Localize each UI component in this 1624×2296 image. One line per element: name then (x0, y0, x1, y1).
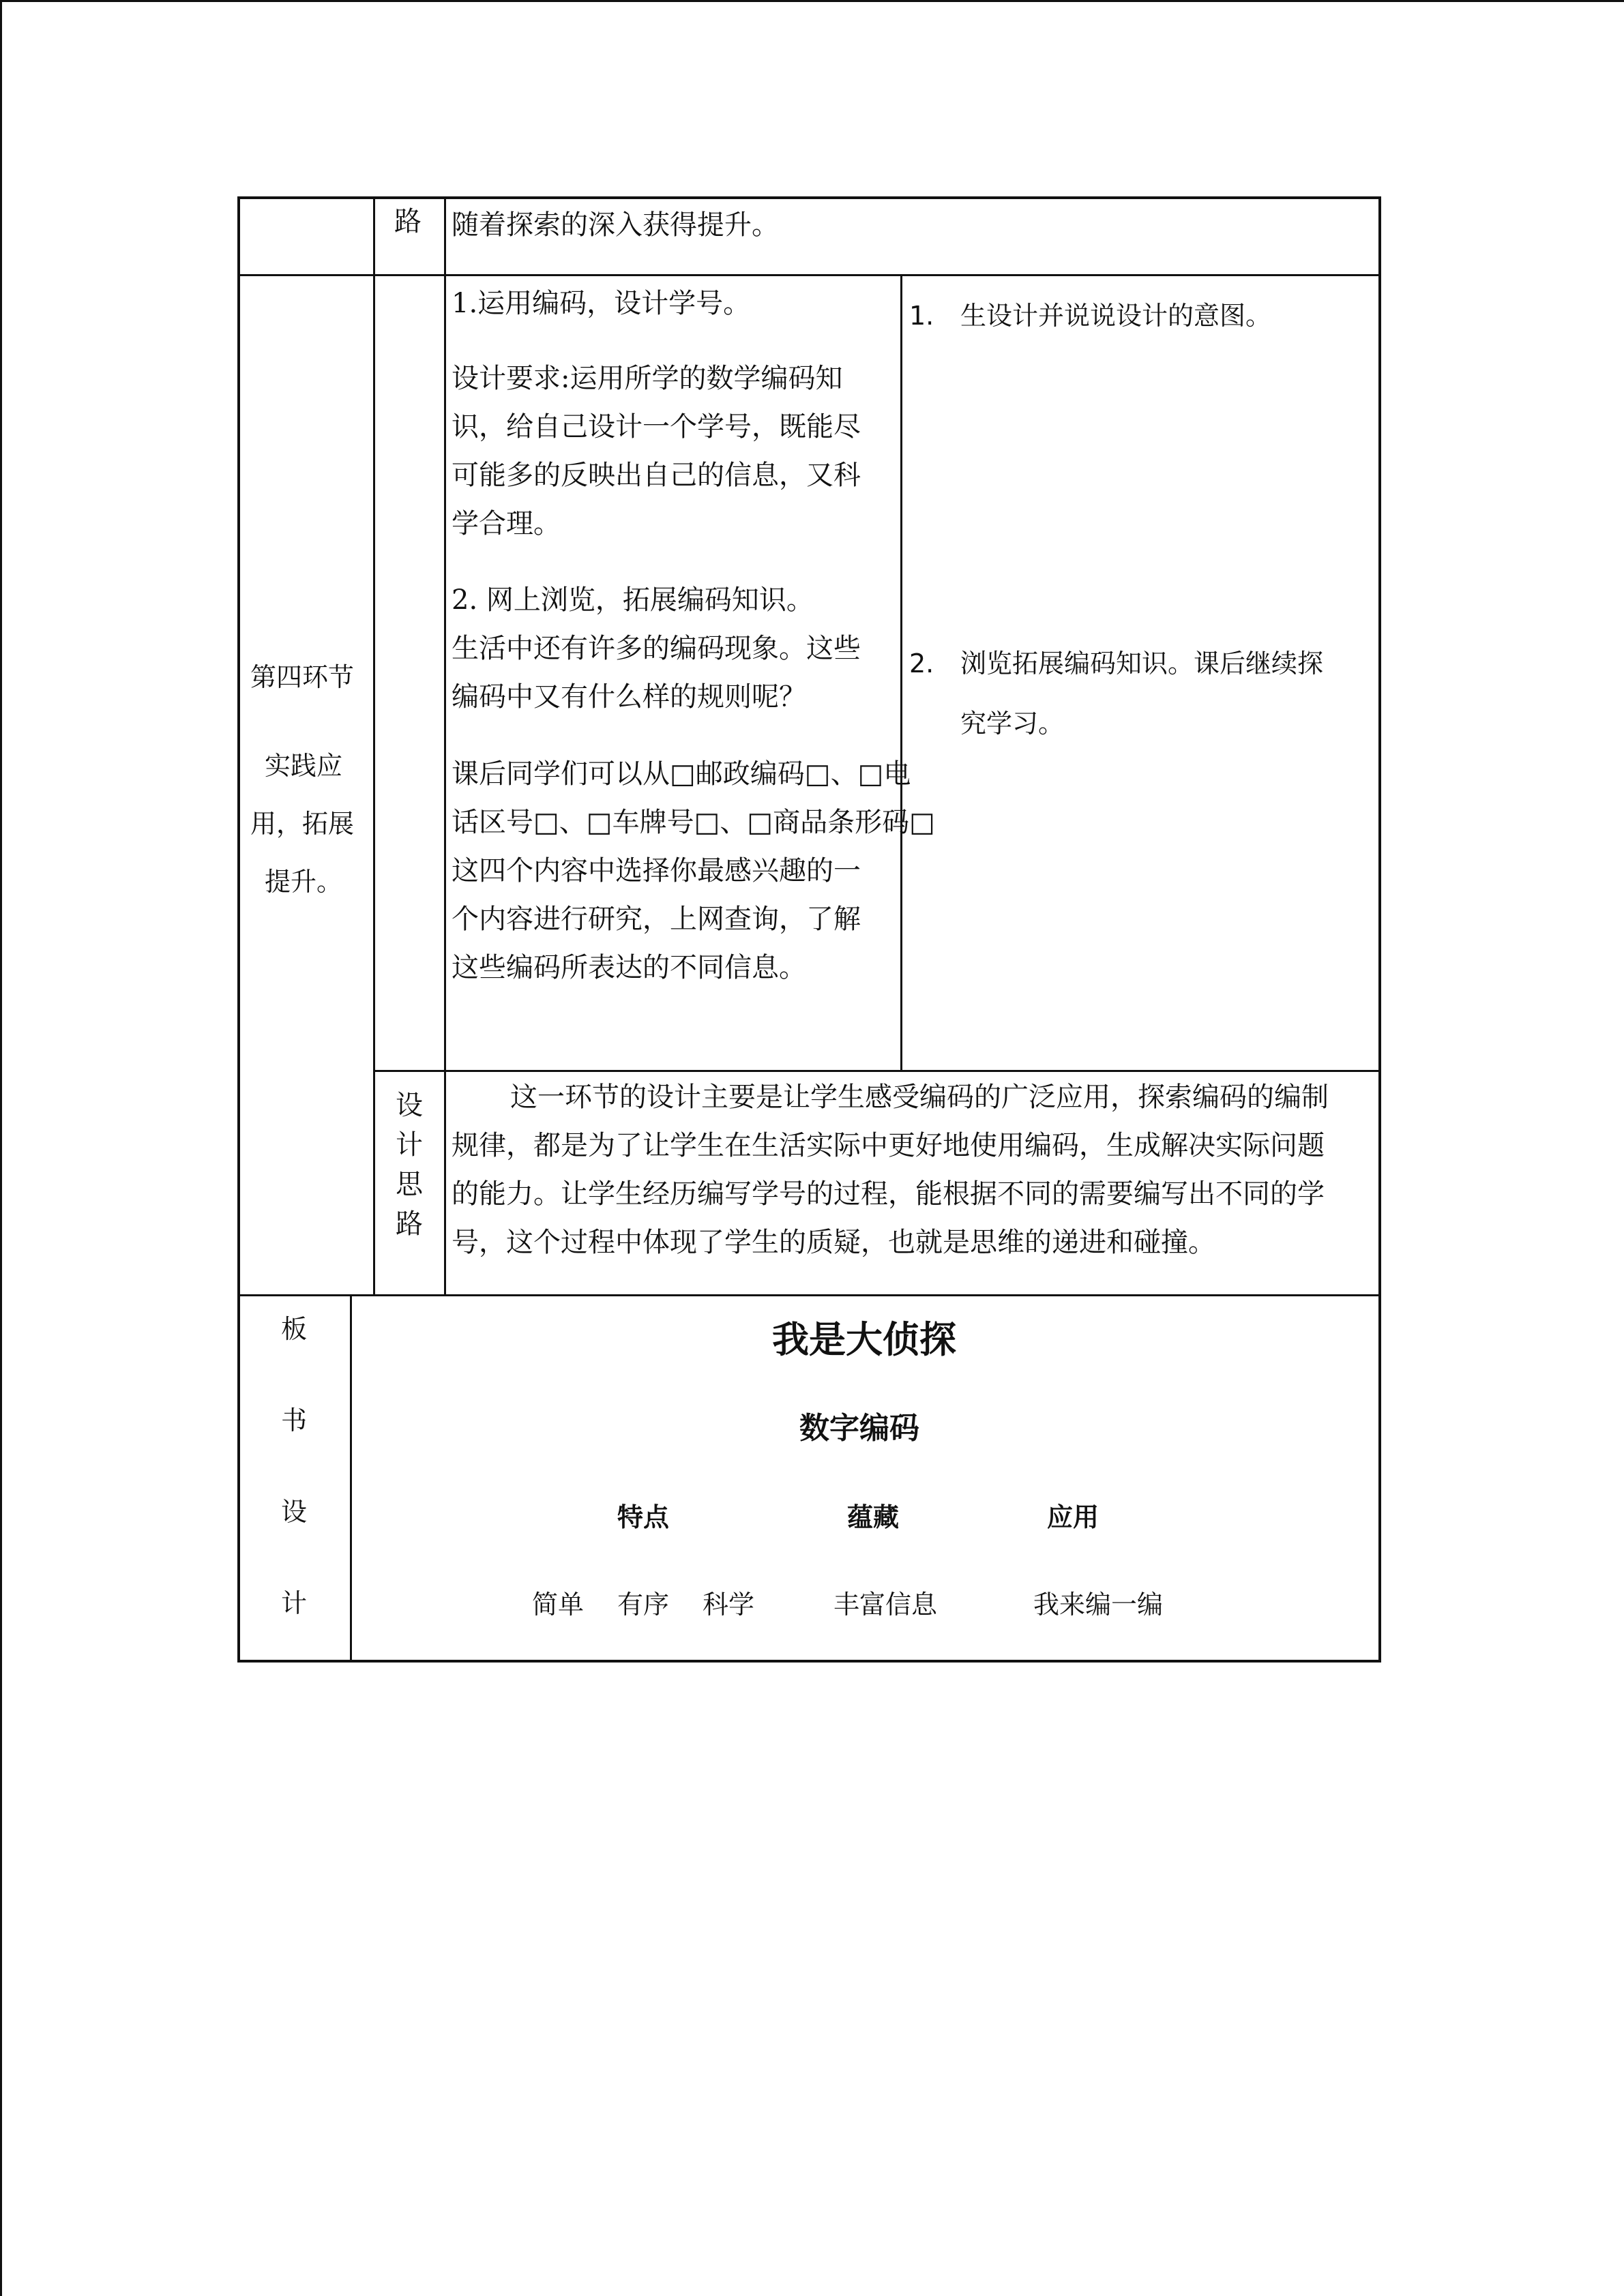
teacher-line-8: 编码中又有什么样的规则呢？ (452, 681, 806, 713)
stage-label-line-4: 提升。 (265, 867, 343, 897)
table-border-left (237, 196, 240, 1663)
board-title: 我是大侦探 (772, 1318, 956, 1361)
board-heading-contains: 蕴藏 (847, 1502, 900, 1532)
row1-label: 路 (394, 206, 422, 237)
row1-text: 随着探索的深入获得提升。 (452, 209, 779, 241)
board-item-try-encoding: 我来编一编 (1033, 1590, 1164, 1620)
stage-label-line-2: 实践应 (265, 751, 343, 781)
teacher-line-6: 2. 网上浏览，拓展编码知识。 (452, 584, 814, 616)
stage-label-line-1: 第四环节 (250, 662, 355, 692)
student-item-1-line-1: 生设计并说说设计的意图。 (960, 301, 1272, 331)
table-border-bottom (237, 1660, 1381, 1663)
design-label-char-4: 路 (396, 1208, 423, 1240)
teacher-line-13: 这些编码所表达的不同信息。 (452, 952, 806, 983)
col-divider-3 (900, 274, 902, 1071)
col-divider-4 (350, 1294, 352, 1663)
teacher-line-7: 生活中还有许多的编码现象。这些 (452, 633, 861, 664)
teacher-line-11: 这四个内容中选择你最感兴趣的一 (452, 855, 861, 886)
col-divider-1 (373, 196, 375, 1296)
board-label-char-4: 计 (281, 1588, 308, 1618)
teacher-line-3: 识，给自己设计一个学号，既能尽 (452, 411, 861, 443)
design-text-line-1: 这一环节的设计主要是让学生感受编码的广泛应用，探索编码的编制 (510, 1082, 1329, 1113)
design-label-char-2: 计 (396, 1129, 423, 1161)
teacher-line-5: 学合理。 (452, 508, 561, 539)
teacher-line-12: 个内容进行研究，上网查询，了解 (452, 904, 861, 935)
student-item-2-line-1: 浏览拓展编码知识。课后继续探 (960, 648, 1324, 679)
board-item-ordered: 有序 (617, 1590, 670, 1620)
board-item-rich-info: 丰富信息 (833, 1590, 938, 1620)
board-heading-features: 特点 (617, 1502, 670, 1532)
table-border-right (1378, 196, 1381, 1663)
teacher-line-1: 1.运用编码，设计学号。 (452, 288, 751, 319)
design-text-line-3: 的能力。让学生经历编写学号的过程，能根据不同的需要编写出不同的学 (452, 1178, 1325, 1210)
student-item-1-number: 1. (909, 301, 934, 331)
board-heading-application: 应用 (1047, 1502, 1099, 1532)
design-text-line-4: 号，这个过程中体现了学生的质疑，也就是思维的递进和碰撞。 (452, 1227, 1215, 1258)
board-item-scientific: 科学 (703, 1590, 755, 1620)
col-divider-2 (444, 196, 446, 1296)
teacher-line-2: 设计要求:运用所学的数学编码知 (452, 363, 843, 394)
row-divider-2 (374, 1070, 1381, 1072)
design-label-char-1: 设 (396, 1090, 423, 1121)
student-item-2-line-2: 究学习。 (960, 709, 1065, 739)
board-subtitle: 数字编码 (799, 1411, 919, 1446)
board-item-simple: 简单 (532, 1590, 585, 1620)
student-item-2-number: 2. (909, 648, 934, 679)
teacher-line-10: 话区号□、□车牌号□、□商品条形码□ (452, 807, 935, 838)
board-label-char-3: 设 (281, 1497, 308, 1527)
design-text-line-2: 规律，都是为了让学生在生活实际中更好地使用编码，生成解决实际问题 (452, 1130, 1325, 1161)
stage-label-line-3: 用，拓展 (250, 809, 355, 839)
board-label-char-1: 板 (281, 1314, 308, 1344)
teacher-line-9: 课后同学们可以从□邮政编码□、□电 (452, 758, 911, 790)
teacher-line-4: 可能多的反映出自己的信息，又科 (452, 460, 861, 491)
board-label-char-2: 书 (281, 1405, 308, 1435)
row-divider-1 (237, 274, 1381, 276)
row-divider-3 (237, 1294, 1381, 1296)
design-label-char-3: 思 (396, 1169, 423, 1200)
